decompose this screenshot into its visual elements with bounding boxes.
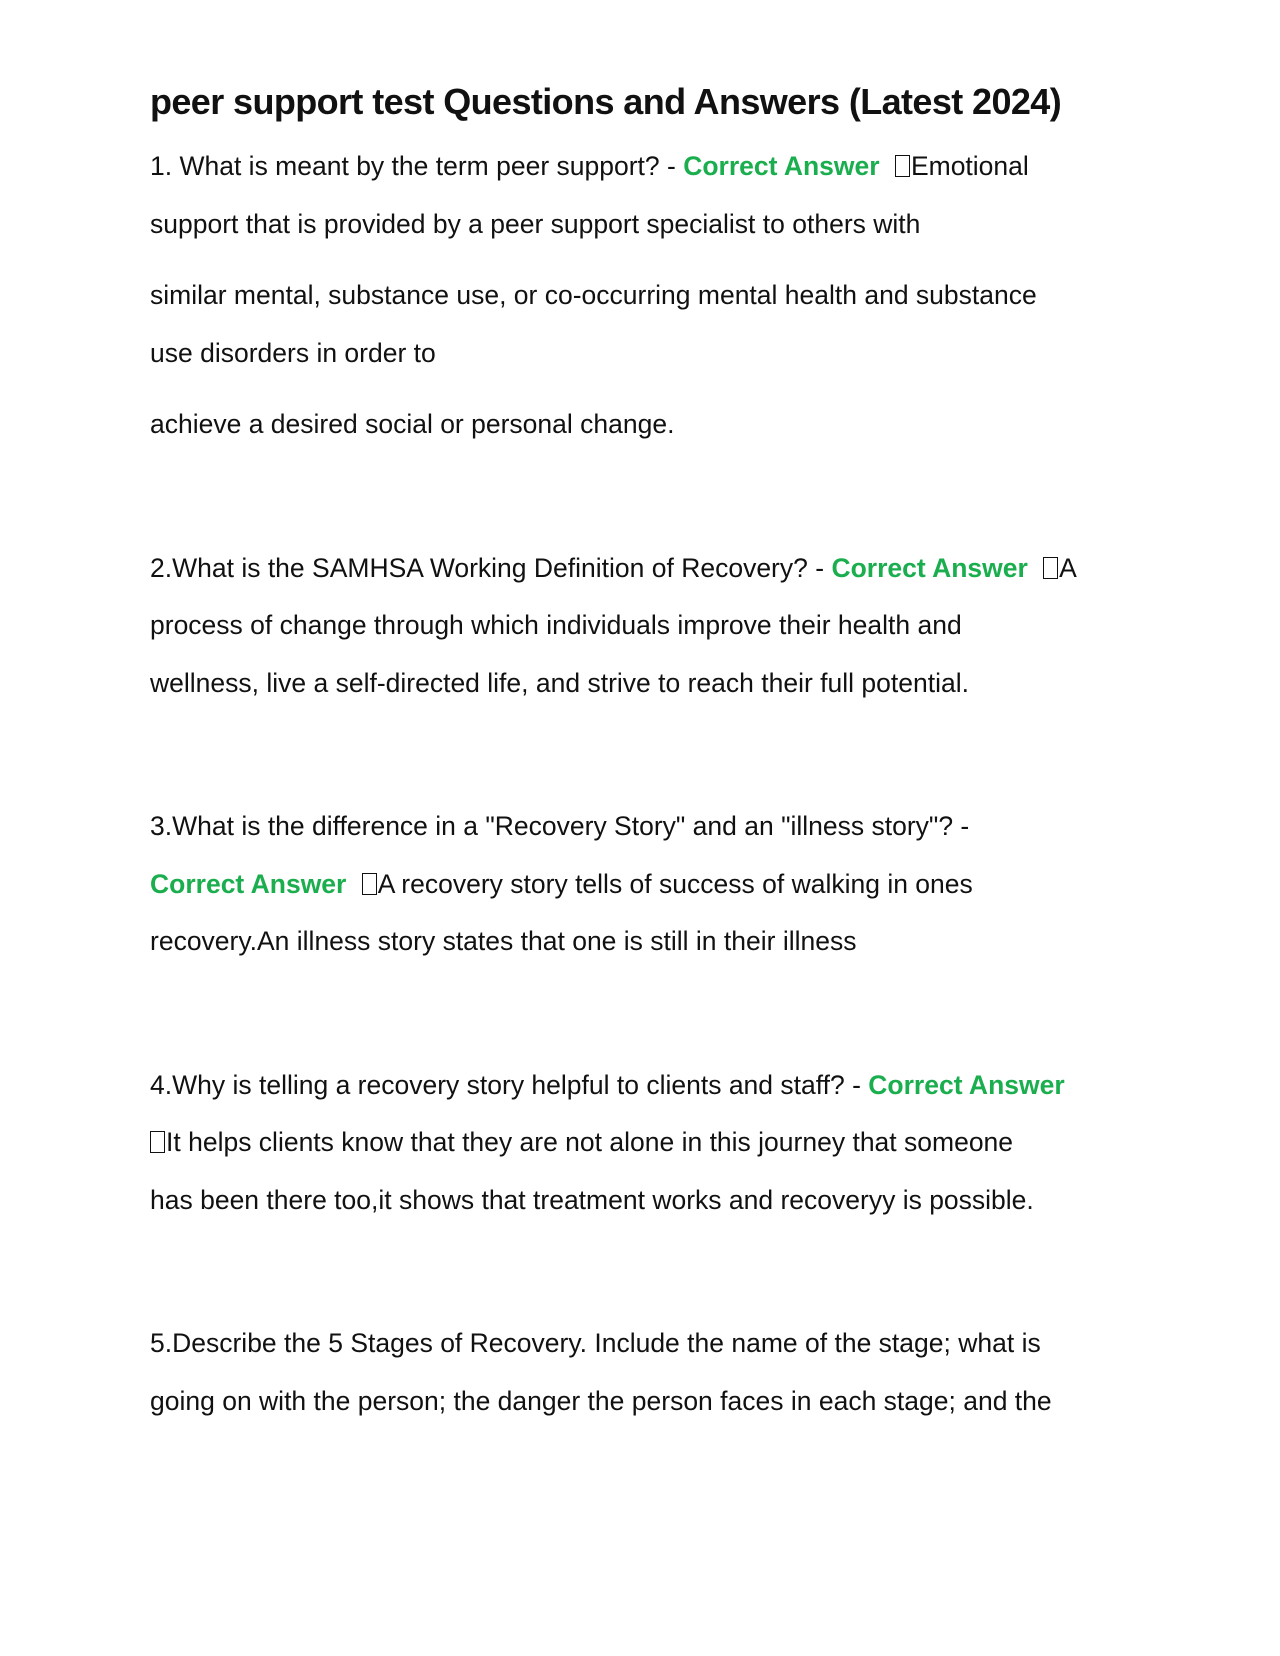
answer-1-line-5: achieve a desired social or personal change. <box>150 409 675 439</box>
spacer <box>150 1229 1140 1315</box>
answer-4-line-1: It helps clients know that they are not alone in this journey that someone <box>166 1127 1014 1157</box>
answer-4-line-1-row <box>150 1114 1140 1172</box>
qa-item-1 <box>150 138 1140 454</box>
missing-glyph-icon <box>1043 557 1058 579</box>
question-3-text: 3.What is the difference in a "Recovery Story" and an "illness story"? - <box>150 811 970 841</box>
missing-glyph-icon <box>150 1131 165 1153</box>
correct-answer-label: Correct Answer <box>868 1069 1065 1100</box>
answer-1-line-2: support that is provided by a peer support specialist to others with <box>150 208 921 239</box>
answer-3-line-1: A recovery story tells of success of walking in ones <box>377 868 973 899</box>
document-title: peer support test Questions and Answers (Latest 2024) <box>150 81 1062 122</box>
qa-item-4 <box>150 1057 1140 1230</box>
question-2-line-1 <box>150 540 1140 598</box>
question-1-text: 1. What is meant by the term peer support? - <box>150 151 676 181</box>
answer-3-line-2: recovery.An illness story states that one is still in their illness <box>150 926 857 956</box>
correct-answer-label: Correct Answer <box>683 151 880 181</box>
answer-2-line-2: process of change through which individuals improve their health and <box>150 610 962 640</box>
question-4-line-1 <box>150 1057 1140 1115</box>
spacer <box>150 712 1140 798</box>
answer-4-line-2: has been there too,it shows that treatment works and recoveryy is possible. <box>150 1184 1034 1215</box>
answer-1-line-4: use disorders in order to <box>150 337 436 368</box>
document-page <box>150 72 1140 1430</box>
question-4-text: 4.Why is telling a recovery story helpful to clients and staff? - <box>150 1069 861 1100</box>
answer-2-line-3: wellness, live a self-directed life, and strive to reach their full potential. <box>150 667 969 698</box>
spacer <box>150 971 1140 1057</box>
answer-1-line-3: similar mental, substance use, or co-occurring mental health and substance <box>150 280 1037 310</box>
question-2-text: 2.What is the SAMHSA Working Definition of Recovery? - <box>150 552 825 583</box>
answer-3-line-1-row <box>150 856 1140 914</box>
qa-item-5 <box>150 1315 1140 1430</box>
qa-item-2 <box>150 540 1140 713</box>
missing-glyph-icon <box>895 155 910 177</box>
answer-2-line-1: A <box>1059 552 1077 583</box>
question-1-line-1 <box>150 138 1140 196</box>
question-5-text: 5.Describe the 5 Stages of Recovery. Include the name of the stage; what is <box>150 1328 1041 1358</box>
qa-item-3 <box>150 798 1140 971</box>
correct-answer-label: Correct Answer <box>831 552 1028 583</box>
question-5-line-2: going on with the person; the danger the person faces in each stage; and the <box>150 1385 1052 1416</box>
answer-1-line-1: Emotional <box>910 151 1029 181</box>
correct-answer-label: Correct Answer <box>150 868 347 899</box>
spacer <box>150 454 1140 540</box>
missing-glyph-icon <box>362 873 377 895</box>
